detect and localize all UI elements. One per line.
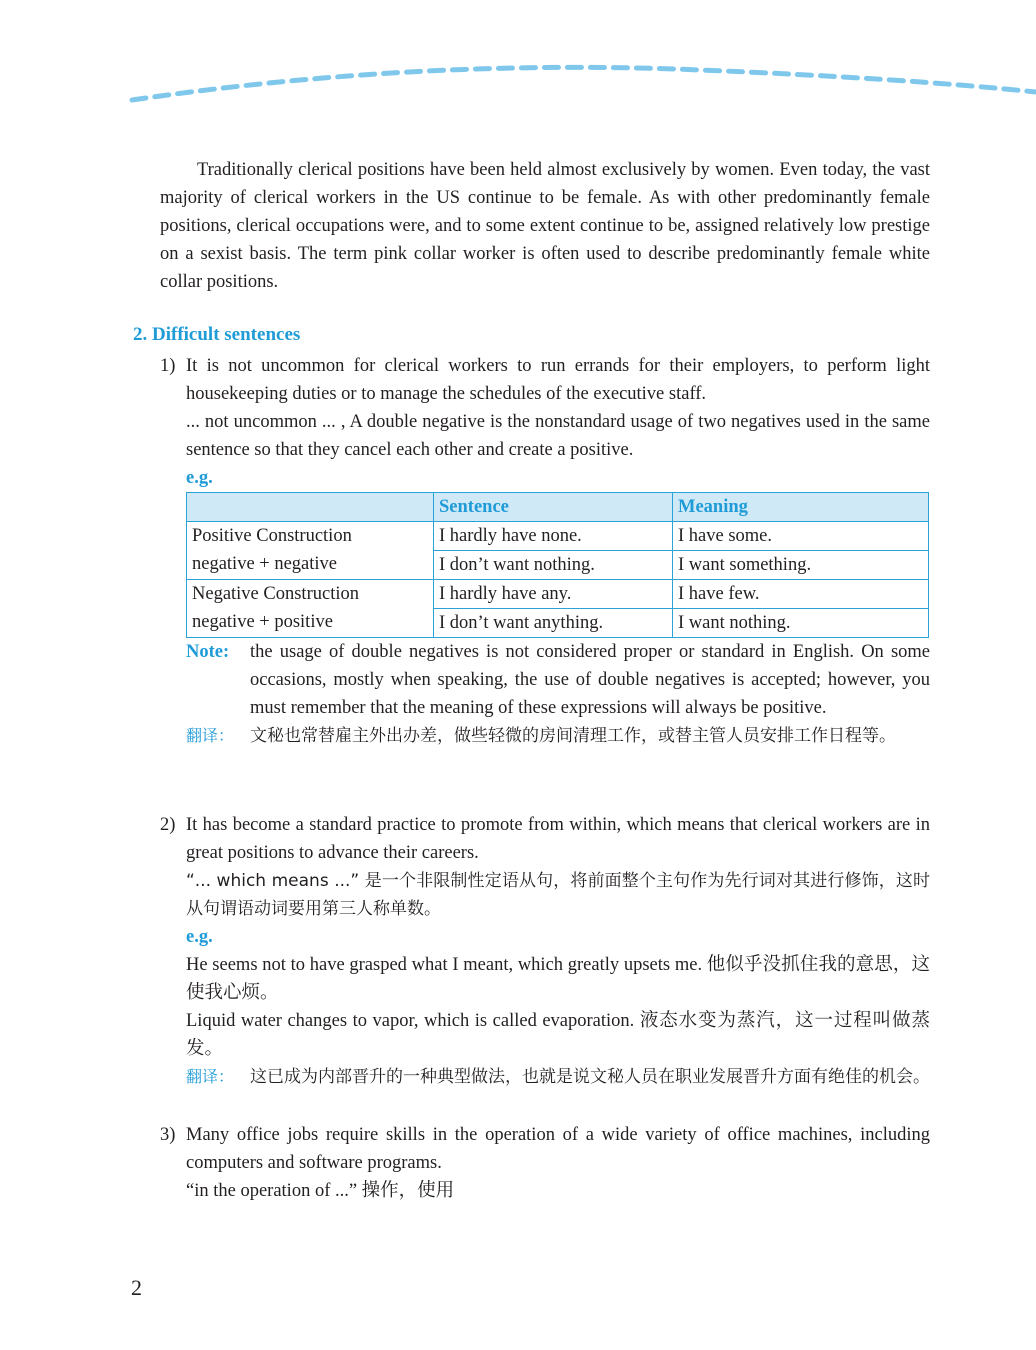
item-explanation: ... not uncommon ... , A double negative is the nonstandard usage of two negatives used in the same sentence so that they cancel each other and create a positive. xyxy=(186,412,930,460)
item-sentence: It has become a standard practice to promote from within, which means that clerical workers are in great positions to advance their careers. xyxy=(186,815,930,863)
intro-paragraph: Traditionally clerical positions have been held almost exclusively by women. Even today, the vast majority of clerical workers in the US continue to be female. As with other predominantly female positions, clerical occupations were, and to some extent continue to be, assigned relatively low prestige on a sexist basis. The term pink collar worker is often used to describe predominantly female white collar positions. xyxy=(160,160,930,292)
construction-formula: negative + negative xyxy=(192,554,338,574)
table-header-cell: Sentence xyxy=(434,493,673,522)
page-number: 2 xyxy=(131,1275,142,1300)
sentence-cell: I hardly have any. xyxy=(434,580,673,609)
section-heading: 2. Difficult sentences xyxy=(133,324,301,345)
note-text: the usage of double negatives is not considered proper or standard in English. On some occasions, mostly when speaking, the use of double negatives is accepted; however, you must remember that the meaning of these expressions will always be positive. xyxy=(250,642,930,718)
eg-label: e.g. xyxy=(186,468,213,488)
meaning-cell: I want something. xyxy=(673,551,929,580)
translation-text: 文秘也常替雇主外出办差，做些轻微的房间清理工作，或替主管人员安排工作日程等。 xyxy=(250,726,896,746)
list-item-1 xyxy=(160,352,930,750)
double-negative-table xyxy=(186,492,929,638)
item-number: 2) xyxy=(160,815,176,835)
table-header-cell xyxy=(187,493,434,522)
item-explanation: “... which means ...” 是一个非限制性定语从句，将前面整个主句作为先行词对其进行修饰，这时从句谓语动词要用第三人称单数。 xyxy=(186,871,930,919)
meaning-cell: I want nothing. xyxy=(673,609,929,638)
item-explanation: “in the operation of ...” 操作，使用 xyxy=(186,1181,455,1201)
meaning-cell: I have few. xyxy=(673,580,929,609)
table-row xyxy=(187,580,929,609)
sentence-cell: I hardly have none. xyxy=(434,522,673,551)
translation-label: 翻译： xyxy=(186,726,235,745)
example-sentence: Liquid water changes to vapor, which is called evaporation. 液态水变为蒸汽，这一过程叫做蒸发。 xyxy=(186,1011,930,1059)
construction-cell xyxy=(187,580,434,638)
construction-cell xyxy=(187,522,434,580)
item-number: 3) xyxy=(160,1125,176,1145)
construction-name: Positive Construction xyxy=(192,526,352,546)
note-label: Note: xyxy=(186,642,230,662)
translation-block xyxy=(186,1063,930,1091)
table-row xyxy=(187,522,929,551)
item-sentence: It is not uncommon for clerical workers to run errands for their employers, to perform light housekeeping duties or to manage the schedules of the executive staff. xyxy=(186,356,930,404)
meaning-cell: I have some. xyxy=(673,522,929,551)
header-dashed-wave xyxy=(0,0,1036,120)
example-sentence: He seems not to have grasped what I meant, which greatly upsets me. 他似乎没抓住我的意思，这使我心烦。 xyxy=(186,955,930,1003)
eg-label: e.g. xyxy=(186,927,213,947)
table-header-cell: Meaning xyxy=(673,493,929,522)
list-item-2 xyxy=(160,811,930,1091)
item-number: 1) xyxy=(160,356,176,376)
translation-block xyxy=(186,722,930,750)
construction-formula: negative + positive xyxy=(192,612,333,632)
translation-label: 翻译： xyxy=(186,1067,235,1086)
item-sentence: Many office jobs require skills in the operation of a wide variety of office machines, including computers and software programs. xyxy=(186,1125,930,1173)
translation-text: 这已成为内部晋升的一种典型做法，也就是说文秘人员在职业发展晋升方面有绝佳的机会。 xyxy=(250,1067,930,1087)
list-item-3 xyxy=(160,1121,930,1205)
construction-name: Negative Construction xyxy=(192,584,359,604)
note-block xyxy=(186,638,930,722)
sentence-cell: I don’t want nothing. xyxy=(434,551,673,580)
sentence-cell: I don’t want anything. xyxy=(434,609,673,638)
table-header-row xyxy=(187,493,929,522)
